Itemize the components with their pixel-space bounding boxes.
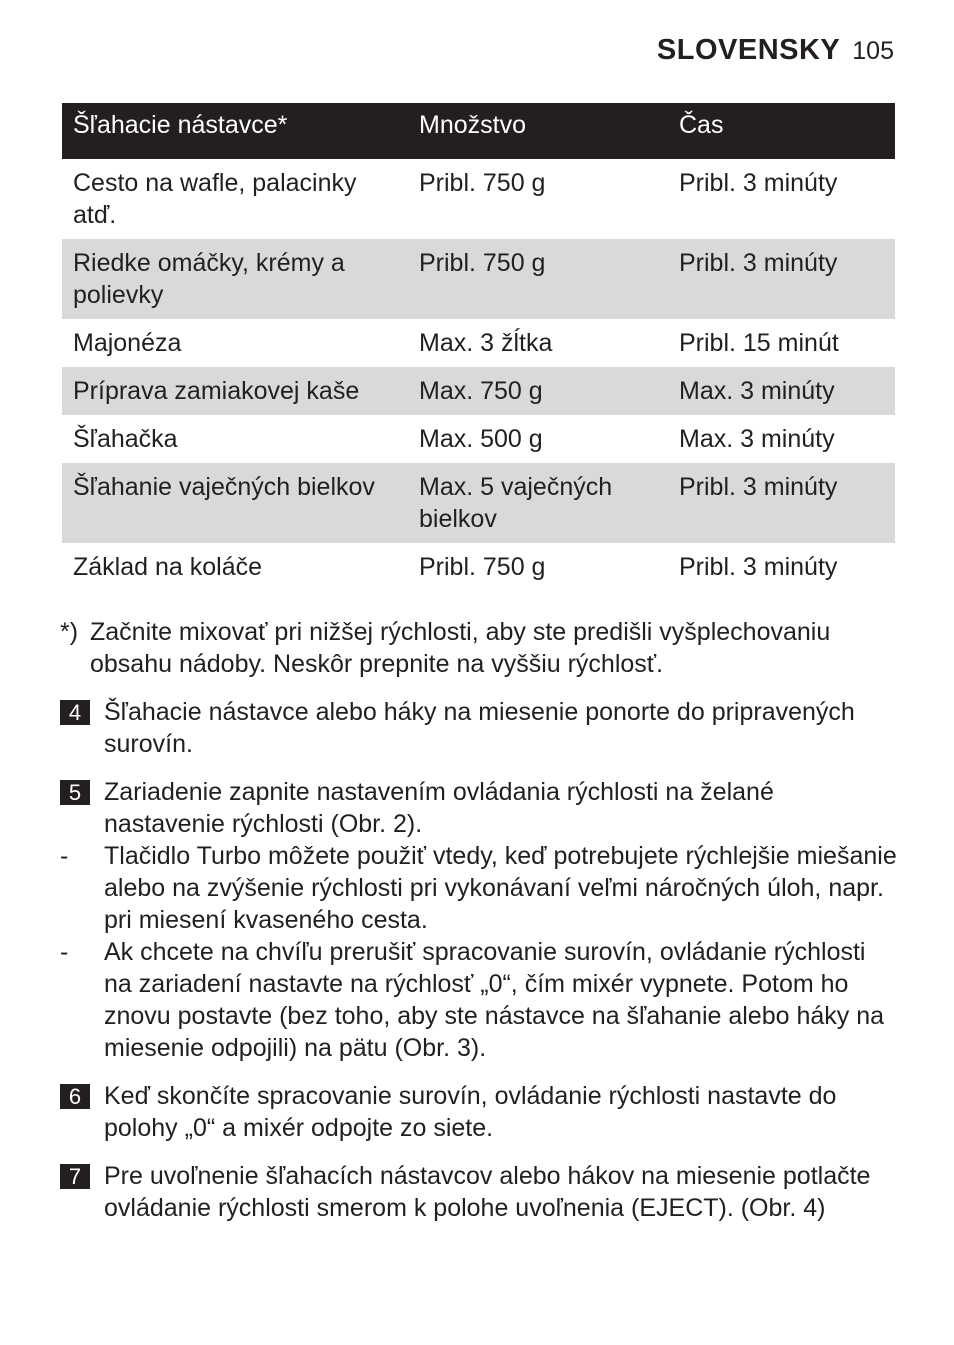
step-text: Pre uvoľnenie šľahacích nástavcov alebo hákov na miesenie potlačte ovládanie rýchlosti smerom k polohe uvoľnenia (EJECT). (Obr. 4) xyxy=(104,1162,871,1222)
table-row xyxy=(62,159,895,239)
bullet-item xyxy=(60,840,900,936)
step-4 xyxy=(60,696,900,760)
table-row xyxy=(62,543,895,591)
bullet-item xyxy=(60,936,900,1064)
step-number-badge: 4 xyxy=(60,700,90,725)
footnote-text: Začnite mixovať pri nižšej rýchlosti, aby ste predišli vyšplechovaniu obsahu nádoby. Neskôr prepnite na vyššiu rýchlosť. xyxy=(90,618,831,678)
step-number-badge: 5 xyxy=(60,780,90,805)
step-text: Keď skončíte spracovanie surovín, ovládanie rýchlosti nastavte do polohy „0“ a mixér odpojte zo siete. xyxy=(104,1082,837,1142)
step-number-badge: 7 xyxy=(60,1164,90,1189)
cell-time: Pribl. 3 minúty xyxy=(668,239,895,319)
footnote-marker: *) xyxy=(60,618,79,646)
cell-ingredient: Majonéza xyxy=(73,329,182,357)
bullet-text: Tlačidlo Turbo môžete použiť vtedy, keď potrebujete rýchlejšie miešanie alebo na zvýšenie rýchlosti pri vykonávaní veľmi náročných úloh, napr. pri miesení kvaseného cesta. xyxy=(104,842,897,934)
cell-ingredient: Základ na koláče xyxy=(73,553,263,581)
cell-ingredient: Šľahanie vaječných bielkov xyxy=(62,463,408,543)
step-6 xyxy=(60,1080,900,1144)
cell-quantity: Pribl. 750 g xyxy=(419,169,546,197)
column-header-time: Čas xyxy=(668,103,895,159)
language-title: SLOVENSKY xyxy=(656,34,841,66)
table-header-row xyxy=(62,103,895,159)
step-text: Zariadenie zapnite nastavením ovládania rýchlosti na želané nastavenie rýchlosti (Obr. 2). xyxy=(104,778,774,838)
cell-ingredient: Cesto na wafle, palacinky atď. xyxy=(73,169,357,229)
cell-quantity: Max. 750 g xyxy=(408,367,668,415)
cell-time: Pribl. 15 minút xyxy=(679,329,839,357)
cell-ingredient: Príprava zamiakovej kaše xyxy=(62,367,408,415)
footnote xyxy=(60,616,860,680)
step-5 xyxy=(60,776,900,840)
bullet-marker: - xyxy=(60,842,69,870)
cell-quantity: Pribl. 750 g xyxy=(408,239,668,319)
cell-ingredient: Riedke omáčky, krémy a polievky xyxy=(62,239,408,319)
cell-time: Max. 3 minúty xyxy=(668,367,895,415)
cell-quantity: Max. 5 vaječných bielkov xyxy=(408,463,668,543)
page-number: 105 xyxy=(852,37,894,65)
bullet-marker: - xyxy=(60,938,69,966)
cell-time: Max. 3 minúty xyxy=(679,425,835,453)
table-row xyxy=(62,463,895,543)
step-text: Šľahacie nástavce alebo háky na miesenie ponorte do pripravených surovín. xyxy=(104,698,855,758)
table-row xyxy=(62,239,895,319)
cell-quantity: Max. 3 žĺtka xyxy=(419,329,553,357)
column-header-quantity: Množstvo xyxy=(408,103,668,159)
step-7 xyxy=(60,1160,900,1224)
cell-time: Pribl. 3 minúty xyxy=(668,463,895,543)
cell-quantity: Max. 500 g xyxy=(419,425,543,453)
table-row xyxy=(62,415,895,463)
quantity-time-table xyxy=(62,103,895,591)
step-number-badge: 6 xyxy=(60,1084,90,1109)
instruction-steps xyxy=(60,696,900,1224)
column-header-accessory: Šľahacie nástavce* xyxy=(62,103,408,159)
table-row xyxy=(62,319,895,367)
cell-time: Pribl. 3 minúty xyxy=(679,553,838,581)
cell-quantity: Pribl. 750 g xyxy=(419,553,546,581)
bullet-text: Ak chcete na chvíľu prerušiť spracovanie surovín, ovládanie rýchlosti na zariadení nastavte na rýchlosť „0“, čím mixér vypnete. Potom ho znovu postavte (bez toho, aby ste nástavce na šľahanie alebo háky na miesenie odpojili) na pätu (Obr. 3). xyxy=(104,938,885,1062)
cell-time: Pribl. 3 minúty xyxy=(679,169,838,197)
page-header xyxy=(657,34,894,67)
table-row xyxy=(62,367,895,415)
cell-ingredient: Šľahačka xyxy=(73,425,178,453)
